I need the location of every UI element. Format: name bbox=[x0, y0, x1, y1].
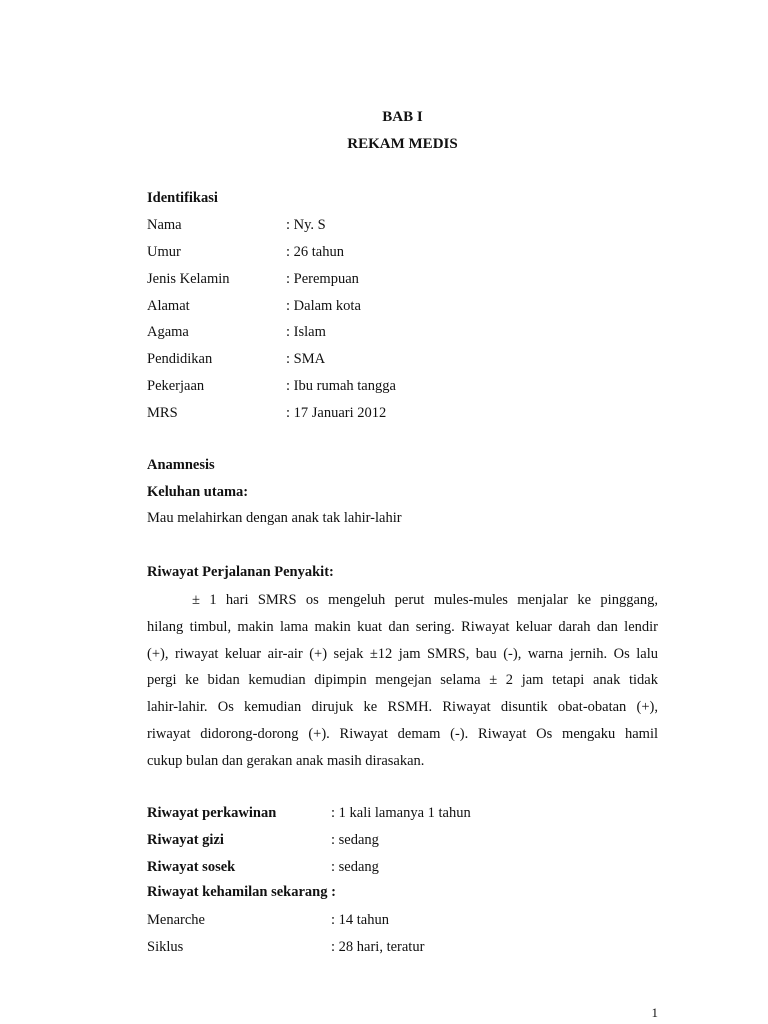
paragraph-line: pergi ke bidan kemudian dipimpin mengejan selama ± 2 jam tetapi anak tidak bbox=[147, 672, 658, 689]
field-label: Riwayat sosek bbox=[147, 859, 236, 875]
paragraph-line: hilang timbul, makin lama makin kuat dan sering. Riwayat keluar darah dan lendir bbox=[147, 618, 658, 635]
identifikasi-heading: Identifikasi bbox=[147, 190, 218, 206]
keluhan-utama-heading: Keluhan utama: bbox=[147, 484, 249, 500]
anamnesis-heading: Anamnesis bbox=[147, 457, 215, 473]
field-label: Agama bbox=[147, 324, 189, 340]
field-value: : 28 hari, teratur bbox=[331, 937, 424, 957]
paragraph-line: (+), riwayat keluar air-air (+) sejak ±12 jam SMRS, bau (-), warna jernih. Os lalu bbox=[147, 645, 658, 662]
field-label: Alamat bbox=[147, 298, 190, 314]
field-label: Pendidikan bbox=[147, 351, 213, 367]
field-value: : sedang bbox=[331, 830, 379, 850]
field-value: : 14 tahun bbox=[331, 910, 389, 930]
paragraph-line: ± 1 hari SMRS os mengeluh perut mules-mules menjalar ke pinggang, bbox=[192, 592, 658, 608]
paragraph-line: lahir-lahir. Os kemudian dirujuk ke RSMH. Riwayat disuntik obat-obatan (+), bbox=[147, 699, 658, 716]
field-label: MRS bbox=[147, 405, 178, 421]
field-value: : Ibu rumah tangga bbox=[286, 376, 396, 396]
field-value: : 1 kali lamanya 1 tahun bbox=[331, 803, 471, 823]
field-label: Riwayat gizi bbox=[147, 832, 224, 848]
field-value: : sedang bbox=[331, 857, 379, 877]
page-number: 1 bbox=[651, 1005, 658, 1020]
field-value: : Dalam kota bbox=[286, 296, 361, 316]
riwayat-penyakit-heading: Riwayat Perjalanan Penyakit: bbox=[147, 564, 334, 580]
field-value: : Islam bbox=[286, 322, 326, 342]
riwayat-penyakit-paragraph bbox=[147, 587, 658, 775]
field-value: : SMA bbox=[286, 349, 325, 369]
paragraph-line: cukup bulan dan gerakan anak masih dirasakan. bbox=[147, 752, 425, 769]
field-label: Menarche bbox=[147, 912, 205, 928]
keluhan-utama-text: Mau melahirkan dengan anak tak lahir-lahir bbox=[147, 510, 402, 526]
document-title: REKAM MEDIS bbox=[347, 136, 458, 152]
field-label: Nama bbox=[147, 217, 182, 233]
field-label: Pekerjaan bbox=[147, 378, 205, 394]
paragraph-line: riwayat didorong-dorong (+). Riwayat demam (-). Riwayat Os mengaku hamil bbox=[147, 725, 658, 742]
field-value: : 26 tahun bbox=[286, 242, 344, 262]
field-value: : Perempuan bbox=[286, 269, 359, 289]
riwayat-kehamilan-heading: Riwayat kehamilan sekarang : bbox=[147, 884, 336, 900]
field-label: Siklus bbox=[147, 939, 184, 955]
chapter-title: BAB I bbox=[382, 109, 423, 125]
field-value: : 17 Januari 2012 bbox=[286, 403, 386, 423]
field-label: Riwayat perkawinan bbox=[147, 805, 277, 821]
field-value: : Ny. S bbox=[286, 215, 326, 235]
field-label: Umur bbox=[147, 244, 181, 260]
field-label: Jenis Kelamin bbox=[147, 271, 230, 287]
